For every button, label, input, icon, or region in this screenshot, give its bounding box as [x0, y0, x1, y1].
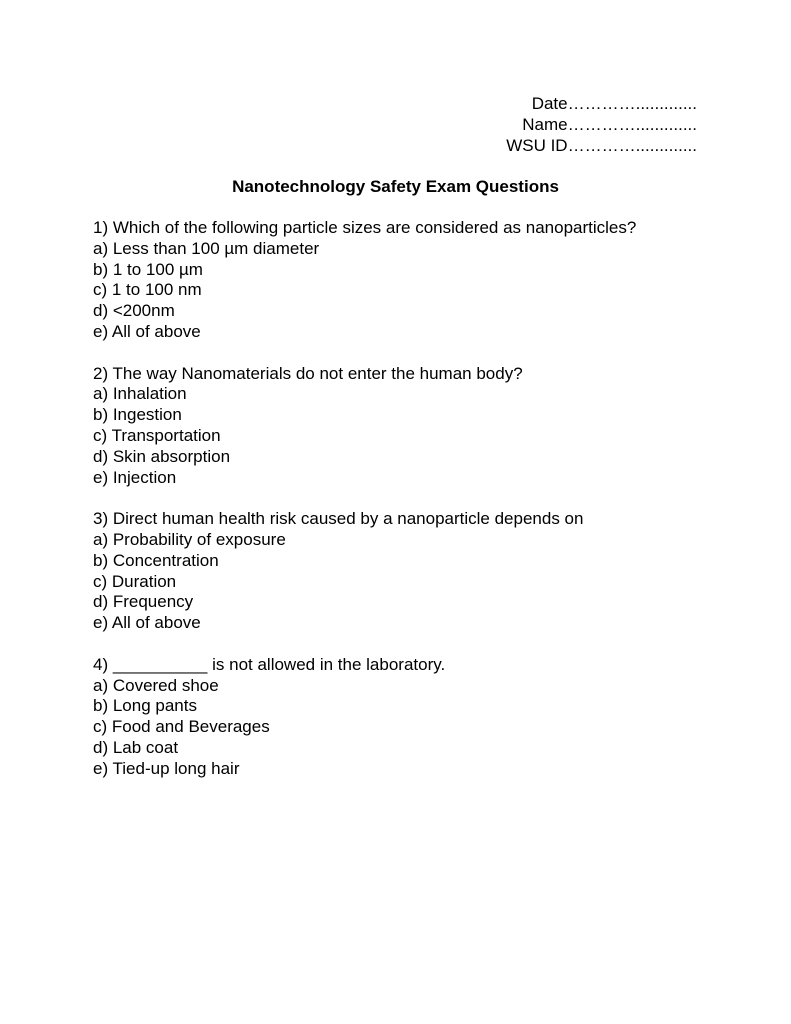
answer-option: e) Tied-up long hair	[93, 758, 240, 778]
answer-option: d) Lab coat	[93, 737, 179, 757]
answer-option: d) Skin absorption	[93, 446, 231, 466]
answer-option: b) 1 to 100 µm	[93, 259, 203, 279]
answer-option: b) Long pants	[93, 696, 197, 716]
answer-option: a) Inhalation	[93, 384, 187, 404]
wsu-id-field: WSU ID………….............	[506, 136, 697, 155]
exam-title: Nanotechnology Safety Exam Questions	[232, 177, 559, 196]
answer-option: b) Ingestion	[93, 405, 182, 425]
question-text: 3) Direct human health risk caused by a nanoparticle depends on	[93, 509, 584, 529]
answer-option: a) Covered shoe	[93, 675, 219, 695]
answer-option: e) All of above	[93, 321, 201, 341]
question-list	[93, 218, 733, 800]
answer-option: b) Concentration	[93, 550, 219, 570]
answer-option: c) 1 to 100 nm	[93, 280, 202, 300]
answer-option: c) Food and Beverages	[93, 717, 270, 737]
date-field: Date………….............	[531, 94, 697, 113]
question-1	[93, 218, 733, 343]
name-field: Name………….............	[522, 115, 697, 134]
answer-option: a) Less than 100 µm diameter	[93, 238, 320, 258]
answer-option: e) Injection	[93, 467, 177, 487]
answer-option: e) All of above	[93, 613, 201, 633]
question-text: 4) __________ is not allowed in the laboratory.	[93, 654, 446, 674]
answer-option: c) Transportation	[93, 425, 221, 445]
question-3	[93, 509, 733, 634]
answer-option: d) <200nm	[93, 301, 175, 321]
question-text: 2) The way Nanomaterials do not enter the human body?	[93, 363, 523, 383]
student-info-fields	[506, 93, 697, 156]
question-2	[93, 364, 733, 489]
answer-option: a) Probability of exposure	[93, 529, 286, 549]
answer-option: c) Duration	[93, 571, 177, 591]
answer-option: d) Frequency	[93, 592, 194, 612]
question-text: 1) Which of the following particle sizes are considered as nanoparticles?	[93, 218, 637, 237]
question-4	[93, 655, 733, 780]
